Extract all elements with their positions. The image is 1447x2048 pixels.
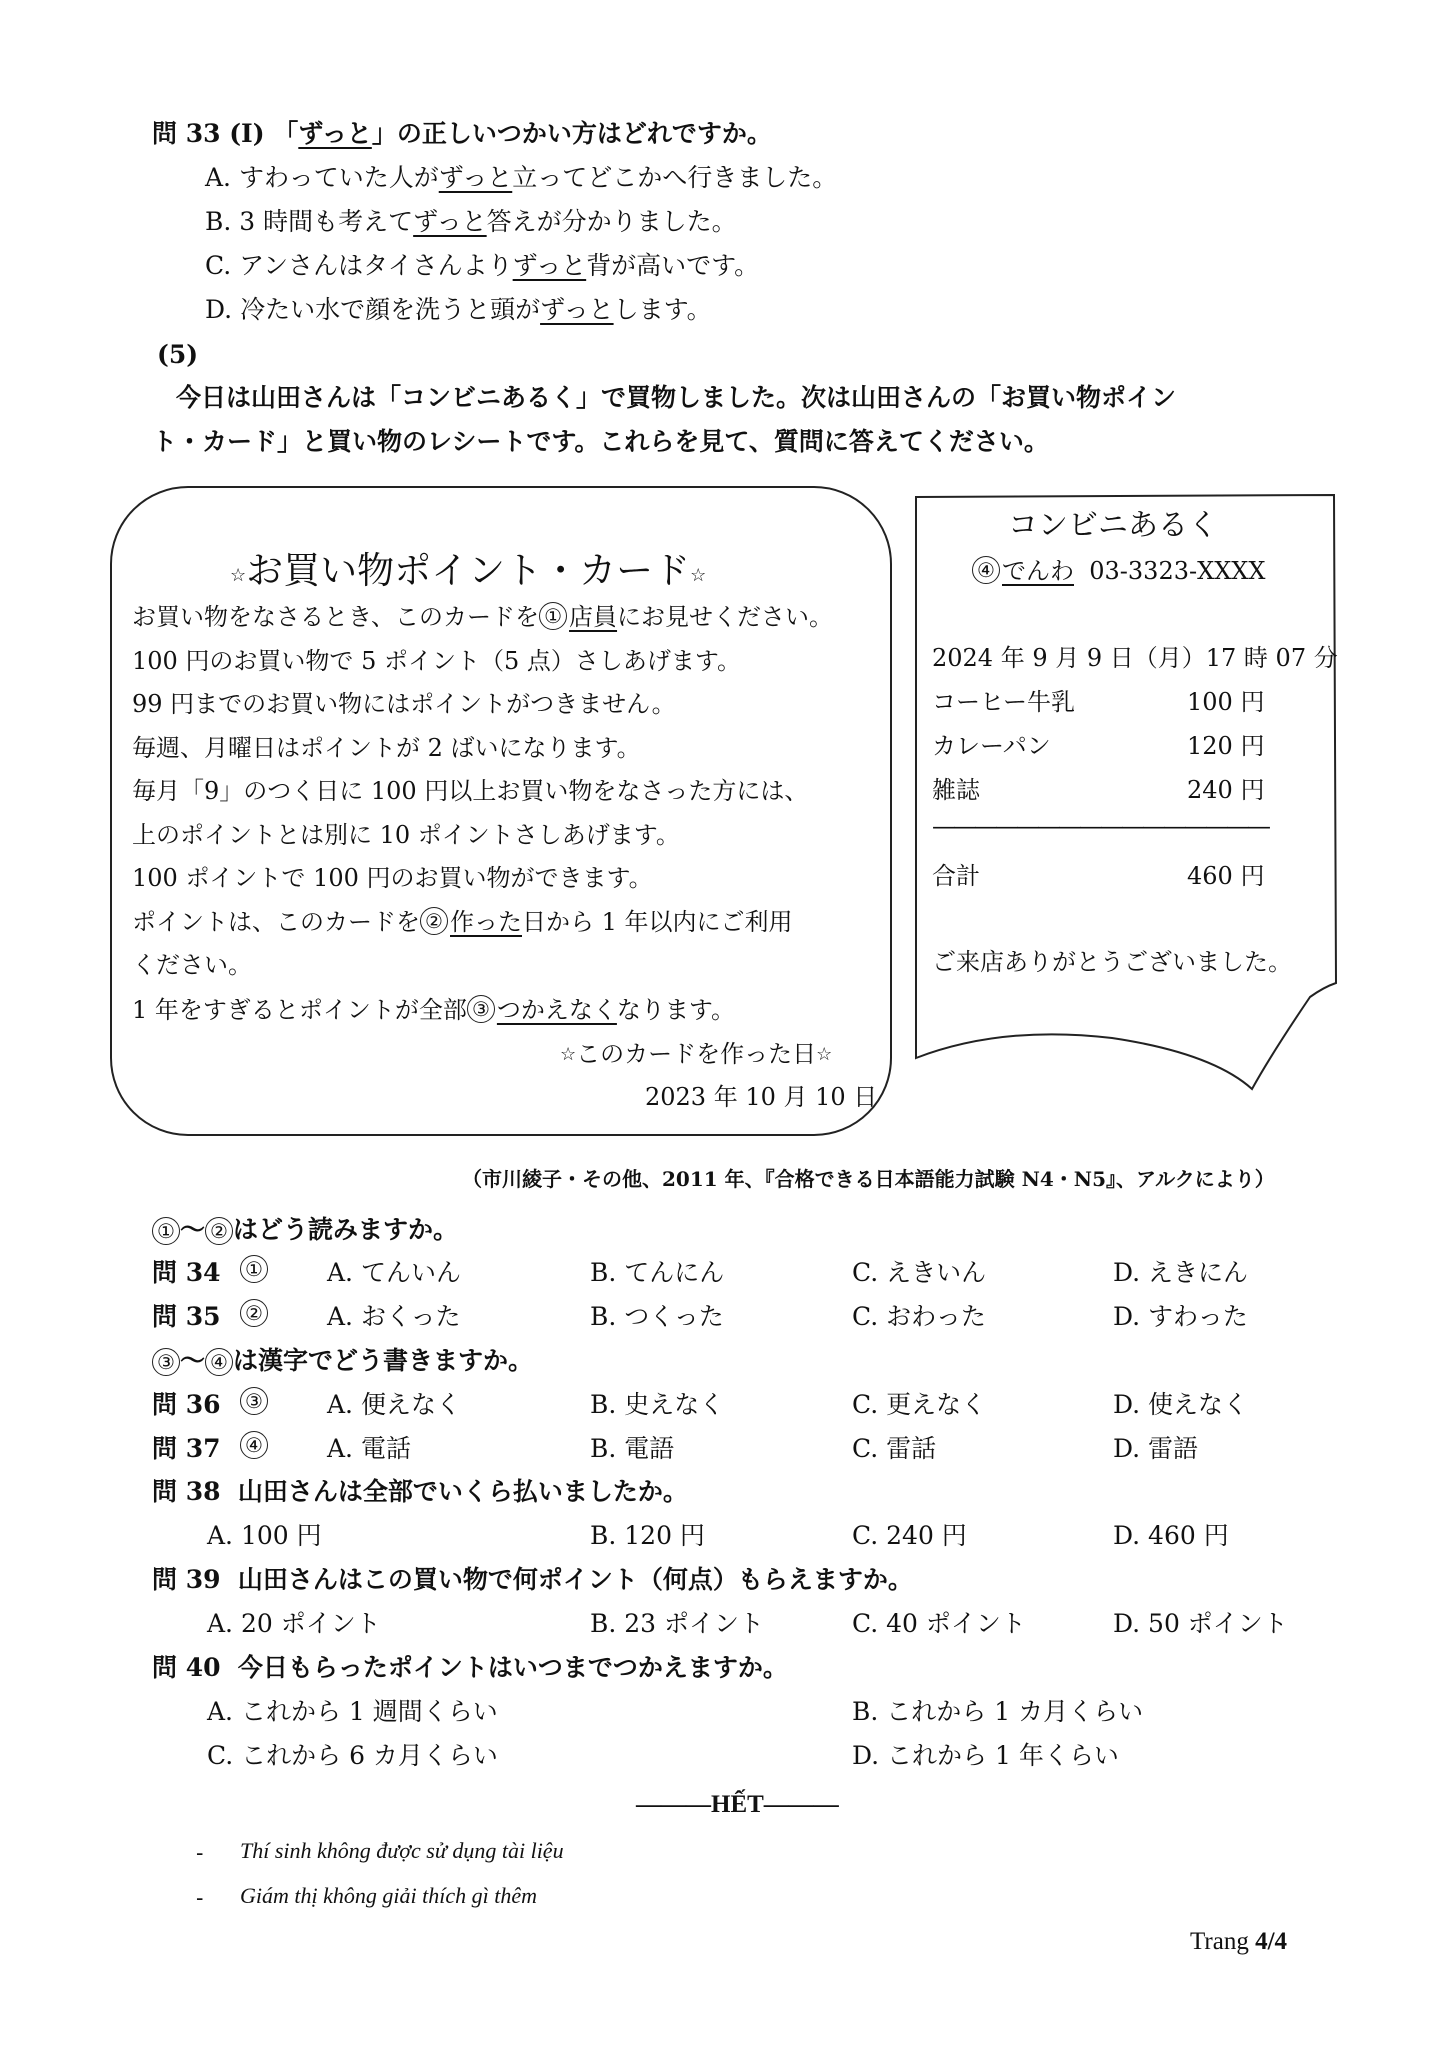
target-word: ずっと — [298, 119, 372, 148]
circled-number: ① — [152, 1217, 180, 1245]
receipt-total-label: 合計 — [932, 862, 980, 890]
option-d: D. すわった — [1113, 1302, 1248, 1331]
tilde: 〜 — [180, 1346, 206, 1375]
card-title — [230, 540, 706, 594]
card-line: ください。 — [132, 951, 252, 979]
stem-text: 山田さんはこの買い物で何ポイント（何点）もらえますか。 — [237, 1565, 913, 1594]
option-a: A. 便えなく — [327, 1390, 461, 1419]
card-line: 100 ポイントで 100 円のお買い物ができます。 — [132, 864, 653, 892]
question-number: 問 33 — [152, 119, 221, 148]
card-line: 上のポイントとは別に 10 ポイントさしあげます。 — [132, 821, 680, 849]
option-a: A. おくった — [327, 1302, 461, 1331]
question-37-number: 問 37 — [152, 1434, 221, 1463]
card-text: このカードを作った日 — [576, 1040, 817, 1068]
option-text: 立ってどこかへ行きました。 — [512, 163, 838, 192]
card-text: にお見せください。 — [617, 603, 834, 631]
star-icon: ☆ — [816, 1044, 833, 1065]
option-c: C. おわった — [852, 1302, 986, 1331]
writing-header — [152, 1341, 533, 1377]
option-text: 答えが分かりました。 — [486, 207, 737, 236]
option-b: B. 史えなく — [590, 1390, 725, 1419]
option-c: C. えきいん — [852, 1258, 987, 1287]
question-33-stem — [152, 114, 772, 150]
option-letter: B. — [205, 207, 232, 236]
receipt-item-name: 雑誌 — [932, 776, 980, 804]
option-c: C. 更えなく — [852, 1390, 987, 1419]
option-c — [205, 246, 759, 282]
receipt-datetime: 2024 年 9 月 9 日（月）17 時 07 分 — [932, 644, 1338, 672]
card-text: なります。 — [616, 996, 735, 1024]
stem-text: 山田さんは全部でいくら払いましたか。 — [237, 1477, 688, 1506]
option-target-word: ずっと — [413, 207, 487, 236]
receipt-item-price: 100 円 — [1187, 688, 1265, 716]
section-intro-line: 今日は山田さんは「コンビニあるく」で買物しました。次は山田さんの「お買い物ポイン — [176, 383, 1177, 412]
stem-text: 」の正しいつかい方はどれですか。 — [371, 119, 772, 148]
question-35-mark — [240, 1297, 268, 1327]
stem-text: 「 — [273, 119, 299, 148]
end-marker: ———HẾT——— — [636, 1791, 839, 1818]
option-a — [205, 158, 837, 194]
option-a: A. 電話 — [327, 1434, 411, 1463]
option-b: B. 23 ポイント — [590, 1609, 765, 1638]
circled-number: ④ — [240, 1431, 268, 1459]
option-b: B. つくった — [590, 1302, 724, 1331]
header-text: はどう読みますか。 — [233, 1215, 459, 1244]
receipt-divider: ———————————————— — [932, 812, 1268, 840]
star-icon: ☆ — [230, 565, 247, 586]
circled-number: ④ — [972, 556, 1000, 584]
circled-number: ④ — [205, 1348, 233, 1376]
option-letter: C. — [205, 251, 232, 280]
tilde: 〜 — [180, 1215, 206, 1244]
option-letter: D. — [205, 295, 233, 324]
option-text: 背が高いです。 — [586, 251, 760, 280]
question-40-stem — [152, 1648, 788, 1684]
star-icon: ☆ — [690, 565, 707, 586]
underlined-word: 作った — [450, 908, 522, 936]
reading-header — [152, 1210, 458, 1246]
option-target-word: ずっと — [438, 163, 513, 192]
card-line: 99 円までのお買い物にはポイントがつきません。 — [132, 690, 676, 718]
header-text: は漢字でどう書きますか。 — [233, 1346, 534, 1375]
option-d: D. えきにん — [1113, 1258, 1249, 1287]
circled-number: ① — [240, 1255, 268, 1283]
option-a: A. これから 1 週間くらい — [207, 1697, 498, 1726]
option-target-word: ずっと — [540, 295, 614, 324]
section-label: (5) — [157, 340, 199, 369]
star-icon: ☆ — [560, 1044, 577, 1065]
option-c: C. これから 6 カ月くらい — [207, 1741, 498, 1770]
card-line: 100 円のお買い物で 5 ポイント（5 点）さしあげます。 — [132, 647, 741, 675]
question-35-number: 問 35 — [152, 1302, 221, 1331]
circled-number: ③ — [467, 995, 495, 1023]
card-text: ポイントは、このカードを — [132, 908, 420, 936]
question-38-stem — [152, 1472, 688, 1508]
option-b — [205, 202, 737, 238]
receipt-thanks: ご来店ありがとうございました。 — [932, 948, 1292, 976]
card-line: 毎週、月曜日はポイントが 2 ばいになります。 — [132, 734, 641, 762]
receipt-total-price: 460 円 — [1187, 862, 1265, 890]
note-dash: - — [196, 1886, 204, 1911]
option-text: します。 — [613, 295, 712, 324]
card-line — [132, 902, 793, 937]
note-text: Thí sinh không được sử dụng tài liệu — [240, 1838, 564, 1863]
option-b: B. 120 円 — [590, 1521, 705, 1550]
option-text: すわっていた人が — [238, 163, 439, 192]
card-made-label — [560, 1034, 832, 1069]
option-text: 冷たい水で顔を洗うと頭が — [240, 295, 541, 324]
note-dash: - — [196, 1841, 204, 1866]
option-d: D. 雷語 — [1113, 1434, 1199, 1463]
card-text: お買い物をなさるとき、このカードを — [132, 603, 540, 631]
source-citation: （市川綾子・その他、2011 年、『合格できる日本語能力試験 N4・N5』、アルクにより） — [462, 1167, 1275, 1191]
question-34-mark — [240, 1253, 268, 1283]
card-line — [132, 597, 833, 632]
page-number — [1190, 1928, 1287, 1956]
option-d: D. 460 円 — [1113, 1521, 1229, 1550]
question-36-mark — [240, 1385, 268, 1415]
section-intro-line: ト・カード」と買い物のレシートです。これらを見て、質問に答えてください。 — [152, 427, 1049, 456]
underlined-word: つかえなく — [496, 996, 617, 1024]
underlined-word: 店員 — [569, 603, 618, 631]
option-d — [205, 290, 712, 326]
circled-number: ① — [539, 602, 567, 630]
circled-number: ③ — [240, 1387, 268, 1415]
question-number: 問 38 — [152, 1477, 221, 1506]
receipt-item-name: コーヒー牛乳 — [932, 688, 1076, 716]
note-text: Giám thị không giải thích gì thêm — [240, 1883, 537, 1908]
circled-number: ② — [205, 1217, 233, 1245]
option-c: C. 40 ポイント — [852, 1609, 1026, 1638]
card-text: 1 年をすぎるとポイントが全部 — [132, 996, 467, 1024]
option-text: 3 時間も考えて — [239, 207, 414, 236]
page-label: Trang — [1190, 1928, 1249, 1955]
option-d: D. これから 1 年くらい — [852, 1741, 1119, 1770]
option-a: A. 20 ポイント — [207, 1609, 381, 1638]
option-d: D. 50 ポイント — [1113, 1609, 1288, 1638]
option-b: B. 電語 — [590, 1434, 675, 1463]
question-39-stem — [152, 1560, 913, 1596]
question-part: (I) — [229, 119, 265, 148]
option-letter: A. — [205, 163, 232, 192]
page-count: 4/4 — [1255, 1928, 1288, 1955]
question-number: 問 39 — [152, 1565, 221, 1594]
option-text: アンさんはタイさんより — [239, 251, 513, 280]
stem-text: 今日もらったポイントはいつまでつかえますか。 — [237, 1653, 788, 1682]
option-b: B. てんにん — [590, 1258, 725, 1287]
question-37-mark — [240, 1429, 268, 1459]
receipt-item-name: カレーパン — [932, 732, 1051, 760]
receipt-phone — [972, 551, 1265, 586]
circled-number: ③ — [152, 1348, 180, 1376]
phone-number: 03-3323-XXXX — [1089, 557, 1266, 585]
card-made-date: 2023 年 10 月 10 日 — [645, 1083, 878, 1111]
option-a: A. 100 円 — [207, 1521, 322, 1550]
option-target-word: ずっと — [512, 251, 587, 280]
option-d: D. 使えなく — [1113, 1390, 1249, 1419]
card-title-text: お買い物ポイント・カード — [246, 549, 691, 592]
circled-number: ② — [420, 907, 448, 935]
card-line — [132, 990, 735, 1025]
card-text: 日から 1 年以内にご利用 — [522, 908, 793, 936]
receipt-item-price: 120 円 — [1187, 732, 1265, 760]
circled-number: ② — [240, 1299, 268, 1327]
underlined-word: でんわ — [1002, 557, 1074, 585]
card-line: 毎月「9」のつく日に 100 円以上お買い物をなさった方には、 — [132, 777, 809, 805]
question-36-number: 問 36 — [152, 1390, 221, 1419]
receipt-store-name: コンビニあるく — [1008, 508, 1218, 543]
question-number: 問 40 — [152, 1653, 221, 1682]
receipt-item-price: 240 円 — [1187, 776, 1265, 804]
option-b: B. これから 1 カ月くらい — [852, 1697, 1144, 1726]
question-34-number: 問 34 — [152, 1258, 221, 1287]
option-c: C. 240 円 — [852, 1521, 967, 1550]
option-c: C. 雷話 — [852, 1434, 937, 1463]
option-a: A. てんいん — [327, 1258, 461, 1287]
